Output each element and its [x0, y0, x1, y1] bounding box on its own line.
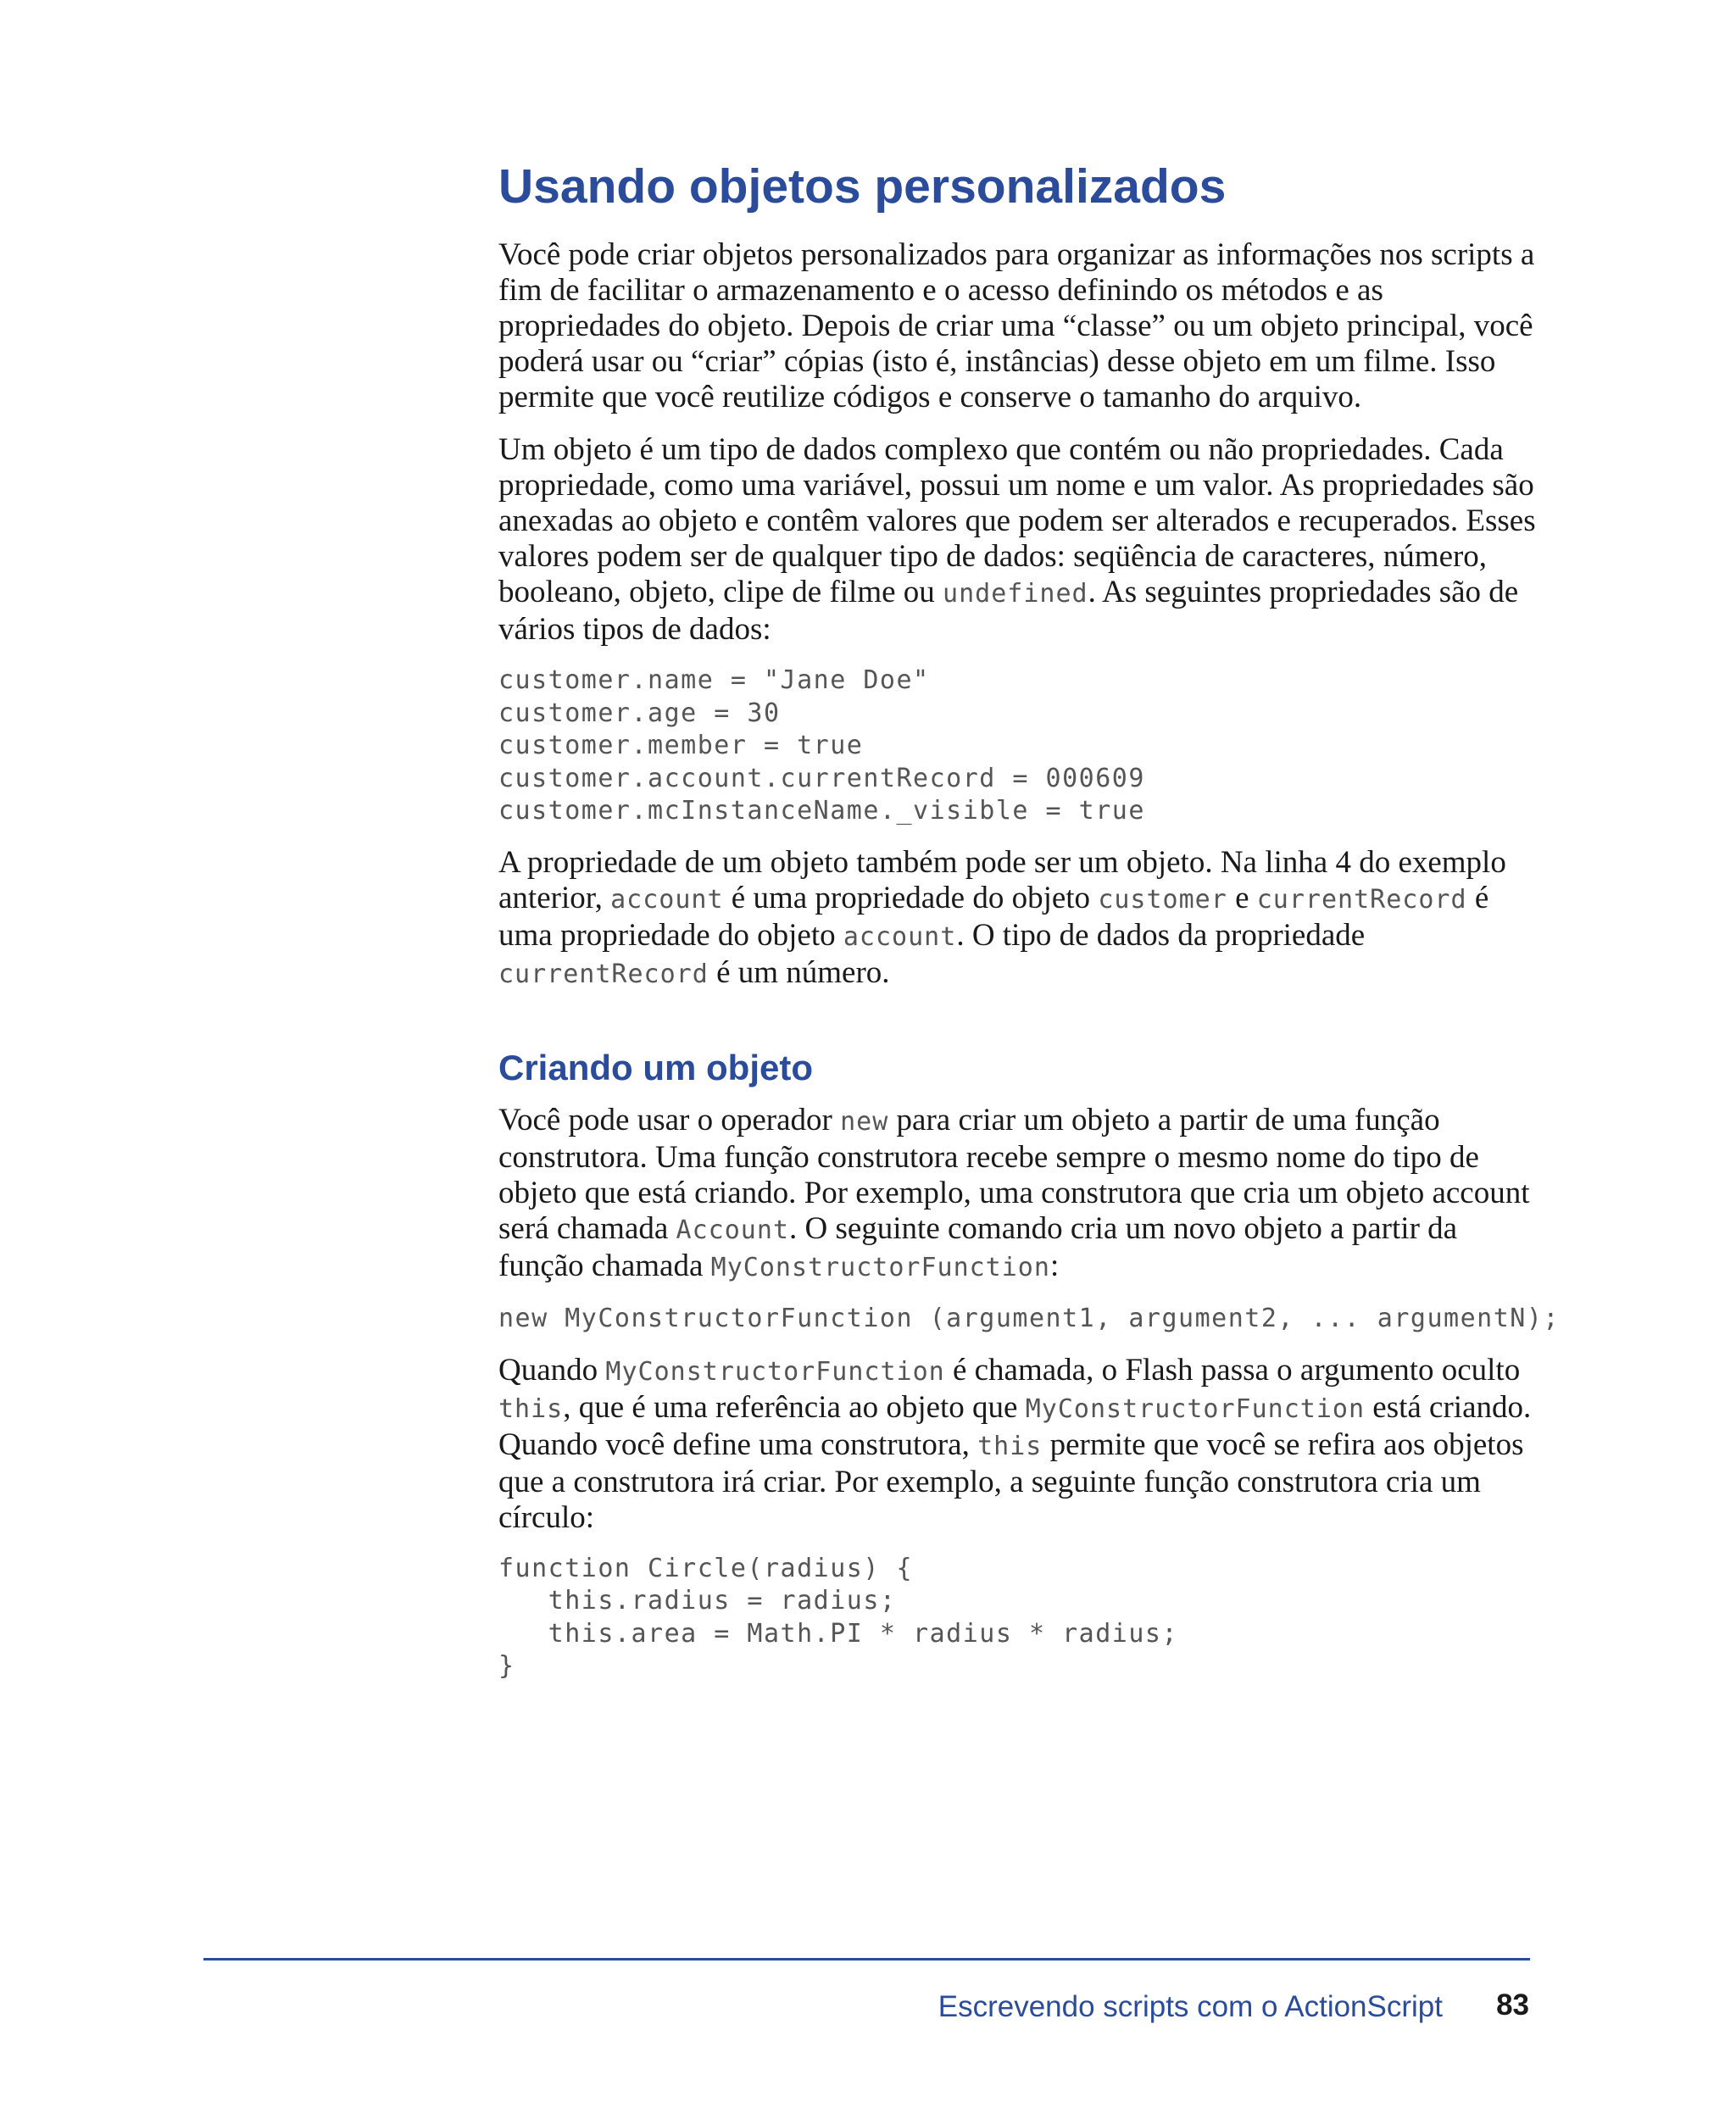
text-run: Você pode usar o operador — [498, 1103, 841, 1138]
nested-object-paragraph — [498, 845, 1541, 993]
inline-code: MyConstructorFunction — [1025, 1393, 1366, 1424]
text-run: . O seguinte comando cria um novo objeto a partir da função chamada — [498, 1211, 1458, 1284]
footer-divider — [203, 1958, 1530, 1960]
inline-code: this — [498, 1393, 564, 1424]
text-run: , que é uma referência ao objeto que — [563, 1389, 1026, 1425]
page-content — [498, 158, 1560, 1700]
inline-code: this — [977, 1431, 1043, 1461]
inline-code: new — [840, 1107, 889, 1137]
inline-code: account — [843, 921, 957, 952]
inline-code: undefined — [943, 579, 1088, 609]
inline-code: account — [610, 884, 724, 915]
text-run: para criar um objeto a partir de uma função construtora. Uma função construtora recebe sempre o mesmo nome do tipo de objeto que está criando. Por exemplo, uma construtora que cria um objeto account será chamada — [498, 1103, 1530, 1247]
text-run: é chamada, o Flash passa o argumento oculto — [944, 1352, 1521, 1388]
object-paragraph — [498, 432, 1541, 648]
text-run: permite que você se refira aos objetos que a construtora irá criar. Por exemplo, a seguinte função construtora cria um círculo: — [498, 1427, 1524, 1535]
text-run: e — [1227, 880, 1257, 915]
text-run: Quando — [498, 1352, 606, 1388]
new-operator-paragraph — [498, 1103, 1541, 1286]
inline-code: Account — [676, 1215, 789, 1246]
inline-code: currentRecord — [498, 959, 709, 989]
text-run: é um número. — [708, 954, 890, 990]
page-number: 83 — [1496, 1988, 1529, 2022]
inline-code: currentRecord — [1256, 884, 1467, 915]
text-run: : — [1049, 1249, 1060, 1284]
inline-code: MyConstructorFunction — [710, 1253, 1050, 1283]
intro-paragraph: Você pode criar objetos personalizados para organizar as informações nos scripts a fim de facilitar o armazenamento e o acesso definindo os métodos e as propriedades do objeto. Depois de criar uma “classe” ou um objeto principal, você poderá usar ou “criar” cópias (isto é, instâncias) desse objeto em um filme. Isso permite que você reutilize códigos e conserve o tamanho do arquivo. — [498, 237, 1535, 415]
code-block-new: new MyConstructorFunction (argument1, argument2, ... argumentN); — [498, 1304, 1560, 1334]
text-run: é uma propriedade do objeto — [498, 880, 1489, 953]
section-title: Usando objetos personalizados — [498, 159, 1227, 214]
footer-book-title: Escrevendo scripts com o ActionScript — [938, 1990, 1443, 2023]
text-run: . O tipo de dados da propriedade — [956, 917, 1366, 953]
text-run: está criando. Quando você define uma construtora, — [498, 1389, 1532, 1462]
text-run: A propriedade de um objeto também pode ser um objeto. Na linha 4 do exemplo anterior, — [498, 844, 1506, 915]
subsection-title: Criando um objeto — [498, 1047, 813, 1087]
text-run: é uma propriedade do objeto — [723, 880, 1099, 915]
inline-code: MyConstructorFunction — [605, 1356, 945, 1387]
text-run: . As seguintes propriedades são de vários tipos de dados: — [498, 575, 1519, 648]
code-block-circle: function Circle(radius) { this.radius = radius; this.area = Math.PI * radius * radius; } — [498, 1553, 1179, 1682]
inline-code: customer — [1098, 884, 1227, 915]
code-block-properties: customer.name = "Jane Doe" customer.age = 30 customer.member = true customer.account.currentRecord = 000609 customer.mcInstanceName._visible = true — [498, 665, 1145, 826]
text-run: Um objeto é um tipo de dados complexo que contém ou não propriedades. Cada propriedade, como uma variável, possui um nome e um valor. As propriedades são anexadas ao objeto e contêm valores que podem ser alterados e recuperados. Esses valores podem ser de qualquer tipo de dados: seqüência de caracteres, número, booleano, objeto, clipe de filme ou — [498, 432, 1536, 610]
this-paragraph — [498, 1353, 1541, 1536]
